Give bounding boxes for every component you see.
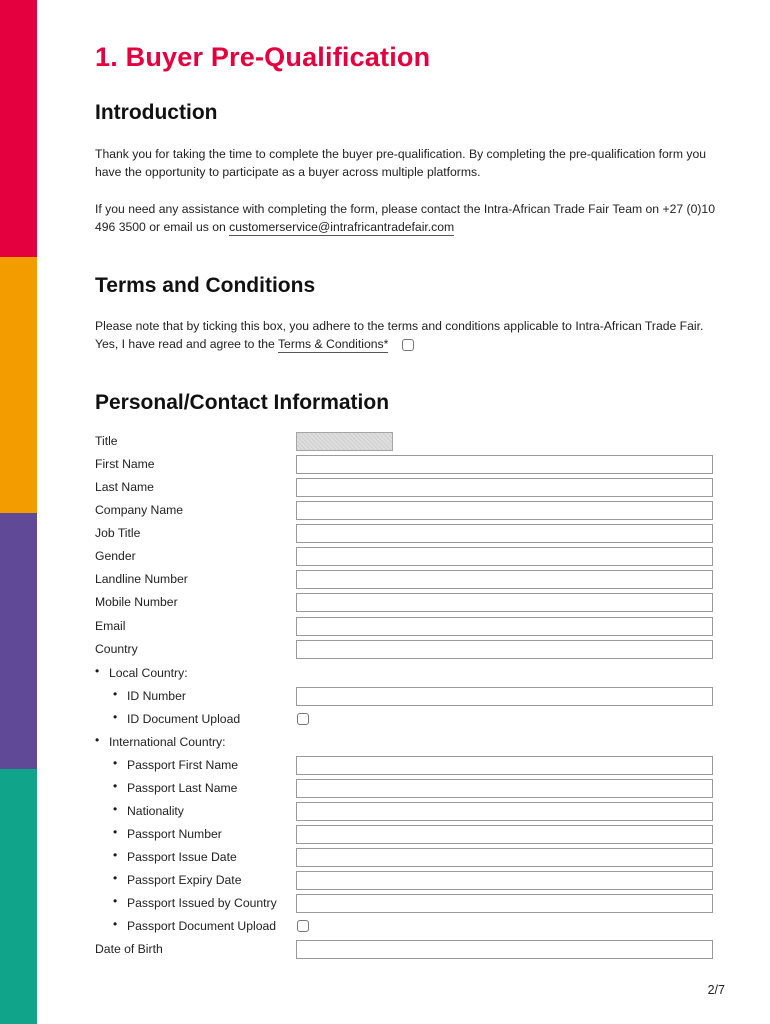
terms-link[interactable]: Terms & Conditions* xyxy=(277,337,389,351)
dob-input[interactable] xyxy=(296,940,713,959)
country-label: Country xyxy=(95,642,138,656)
bullet: • xyxy=(113,687,118,701)
assistance-prefix: If you need any assistance with completing the form, please contact the Intra-African Trade Fair Team on +27 (0)10 496 3500 or email us on xyxy=(95,202,715,234)
terms-prefix: Please note that by ticking this box, you adhere to the terms and conditions applicable to Intra-African Trade Fair. Yes, I have read and agree to the xyxy=(95,319,704,351)
bullet: • xyxy=(113,710,118,724)
passport-number-label: Passport Number xyxy=(127,827,222,841)
bullet: • xyxy=(113,756,118,770)
passport-issued-by-label: Passport Issued by Country xyxy=(127,896,277,910)
bullet: • xyxy=(113,802,118,816)
passport-last-name-row xyxy=(95,779,715,799)
terms-text xyxy=(95,317,715,353)
passport-number-row xyxy=(95,825,715,845)
gender-row xyxy=(95,547,715,567)
first-name-label: First Name xyxy=(95,457,155,471)
email-input[interactable] xyxy=(296,617,713,636)
passport-upload-checkbox[interactable] xyxy=(297,920,309,932)
nationality-label: Nationality xyxy=(127,804,184,818)
nationality-row xyxy=(95,802,715,822)
passport-first-name-input[interactable] xyxy=(296,756,713,775)
id-number-row xyxy=(95,687,715,707)
international-country-label: International Country: xyxy=(109,735,226,749)
dob-label: Date of Birth xyxy=(95,942,163,956)
bullet: • xyxy=(113,848,118,862)
passport-issue-date-input[interactable] xyxy=(296,848,713,867)
passport-upload-label: Passport Document Upload xyxy=(127,919,277,933)
passport-last-name-label: Passport Last Name xyxy=(127,781,238,795)
nationality-input[interactable] xyxy=(296,802,713,821)
email-label: Email xyxy=(95,619,126,633)
landline-input[interactable] xyxy=(296,570,713,589)
bullet: • xyxy=(113,825,118,839)
mobile-label: Mobile Number xyxy=(95,595,178,609)
title-select[interactable] xyxy=(296,432,393,451)
passport-first-name-label: Passport First Name xyxy=(127,758,239,772)
local-country-label: Local Country: xyxy=(109,666,188,680)
dob-row xyxy=(95,940,715,960)
landline-row xyxy=(95,570,715,590)
terms-heading: Terms and Conditions xyxy=(95,274,316,297)
job-title-label: Job Title xyxy=(95,526,141,540)
bullet: • xyxy=(95,664,100,678)
bullet: • xyxy=(113,894,118,908)
company-name-input[interactable] xyxy=(296,501,713,520)
title-row xyxy=(95,432,715,452)
page-title: 1. Buyer Pre-Qualification xyxy=(95,42,431,72)
local-country-row xyxy=(95,664,715,684)
color-stripe-green xyxy=(0,769,37,1024)
id-upload-checkbox[interactable] xyxy=(297,713,309,725)
passport-issue-date-label: Passport Issue Date xyxy=(127,850,237,864)
country-row xyxy=(95,640,715,660)
last-name-row xyxy=(95,478,715,498)
color-stripe-red xyxy=(0,0,37,257)
landline-label: Landline Number xyxy=(95,572,188,586)
bullet: • xyxy=(113,871,118,885)
passport-expiry-date-input[interactable] xyxy=(296,871,713,890)
passport-expiry-date-label: Passport Expiry Date xyxy=(127,873,242,887)
id-upload-label: ID Document Upload xyxy=(127,712,241,726)
passport-last-name-input[interactable] xyxy=(296,779,713,798)
bullet: • xyxy=(113,917,118,931)
personal-heading: Personal/Contact Information xyxy=(95,391,390,414)
introduction-text: Thank you for taking the time to complete the buyer pre-qualification. By completing the pre-qualification form you have the opportunity to participate as a buyer across multiple platforms. xyxy=(95,147,707,179)
job-title-input[interactable] xyxy=(296,524,713,543)
terms-checkbox[interactable] xyxy=(402,339,414,351)
mobile-input[interactable] xyxy=(296,593,713,612)
passport-number-input[interactable] xyxy=(296,825,713,844)
passport-expiry-date-row xyxy=(95,871,715,891)
id-number-label: ID Number xyxy=(127,689,186,703)
passport-issue-date-row xyxy=(95,848,715,868)
last-name-input[interactable] xyxy=(296,478,713,497)
gender-input[interactable] xyxy=(296,547,713,566)
bullet: • xyxy=(113,779,118,793)
passport-issued-by-input[interactable] xyxy=(296,894,713,913)
job-title-row xyxy=(95,524,715,544)
bullet: • xyxy=(95,733,100,747)
mobile-row xyxy=(95,593,715,613)
id-upload-row xyxy=(95,710,715,730)
company-name-label: Company Name xyxy=(95,503,184,517)
introduction-heading: Introduction xyxy=(95,101,218,124)
first-name-row xyxy=(95,455,715,475)
assistance-text xyxy=(95,200,715,236)
gender-label: Gender xyxy=(95,549,136,563)
passport-first-name-row xyxy=(95,756,715,776)
email-row xyxy=(95,617,715,637)
country-input[interactable] xyxy=(296,640,713,659)
last-name-label: Last Name xyxy=(95,480,154,494)
id-number-input[interactable] xyxy=(296,687,713,706)
title-label: Title xyxy=(95,434,118,448)
color-stripe-orange xyxy=(0,257,37,513)
passport-issued-by-row xyxy=(95,894,715,914)
page-number: 2/7 xyxy=(707,983,725,997)
company-name-row xyxy=(95,501,715,521)
email-link[interactable]: customerservice@intrafricantradefair.com xyxy=(229,220,455,234)
passport-upload-row xyxy=(95,917,715,937)
international-country-row xyxy=(95,733,715,753)
color-stripe-purple xyxy=(0,513,37,769)
first-name-input[interactable] xyxy=(296,455,713,474)
